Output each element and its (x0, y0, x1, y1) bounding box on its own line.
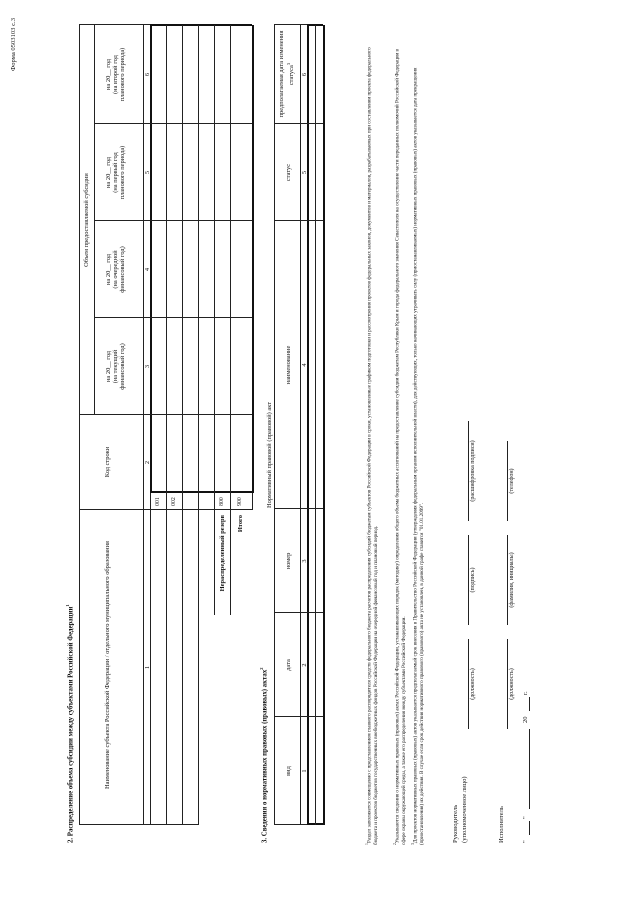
section2-title: 2. Распределение объема субсидии между субъектами Российской Федерации$^1$ (65, 604, 75, 843)
act-header: Нормативный правовой (правовой) акт (266, 401, 273, 509)
executor-label: Исполнитель (498, 806, 505, 843)
column-number: 2 (144, 460, 151, 465)
col-number: номер (285, 552, 292, 570)
row-code: 002 (171, 497, 177, 506)
column-number: 1 (144, 665, 151, 670)
row-code: 001 (155, 497, 161, 506)
col-date: дата (285, 659, 292, 671)
fio-caption: (фамилия, инициалы) (509, 552, 515, 608)
col-type: вид (285, 766, 292, 776)
name-column-header: Наименование субъекта Российской Федерации / отдельного муниципального образования (104, 541, 111, 789)
year-column-header: на 20__ год (на текущий финансовый год) (105, 343, 127, 390)
code-column-header: Код строки (104, 446, 111, 478)
column-number: 1 (301, 769, 308, 773)
column-number: 3 (301, 559, 308, 563)
column-number: 6 (144, 72, 151, 77)
year-prefix: 20 (522, 716, 529, 723)
form-number: Форма 0503103 с.3 (10, 18, 17, 72)
date-quote-open: " (522, 840, 529, 843)
signature-caption: (подпись) (470, 567, 476, 593)
reserve-code: 800 (219, 497, 225, 506)
position-caption: (должность) (470, 668, 476, 700)
footnote-3: $^3$Для проектов нормативных правовых (правовых) актов указывается предполагаемый срок внесения в Правительство Российской Федерации (утверждения федеральным органом исполнительной власти), для действующих, только начинающих утрачивать силу (приостанавливаемых) нормативных правовых (правовых) актов указывается дата прекращения (приостановления) их действия. В случае если срок действия нормативного правового (правового) акта не установлен, в данной графе ставится "01.01.2099". (411, 67, 425, 845)
total-label: Итого (237, 515, 244, 533)
footnote-1: $^1$Раздел заполняется совмещенно с представлением главного распорядителя средств федерального бюджета расчетов распределения субсидий бюджетам субъектов Российской Федерации в сроки, установленные графиком подготовки и рассмотрения проектов федеральных законов, документов и материалов, разрабатываемых при составлении проекта федерального бюджета и проектов бюджетов государственных внебюджетных фондов Российской Федерации на очередной финансовый год и плановый период. (365, 47, 379, 845)
column-number: 2 (301, 663, 308, 667)
col-status: статус (285, 163, 292, 182)
year-column-header: на 20__ год (на очередной финансовый год) (105, 246, 127, 293)
footnote-2: $^2$Указываются сведения о нормативных правовых (правовых) актах Российской Федерации, устанавливающих порядок (методику) определения общего объема бюджетных ассигнований на предоставление субсидии бюджетам Республики Крым и города федерального значения Севастополя на осуществление части переданных полномочий Российской Федерации в сфере охраны окружающей среды, а также его распределения между субъектами Российской Федерации. (393, 49, 407, 845)
column-number: 5 (144, 170, 151, 175)
col-status-change-date: предполагаемая дата изменения статуса$^3$ (278, 30, 296, 118)
exec-position-caption: (должность) (509, 668, 515, 700)
column-number: 4 (301, 363, 308, 367)
column-number: 4 (144, 267, 151, 272)
column-number: 5 (301, 170, 308, 175)
reserve-label: Нераспределенный резерв (219, 515, 226, 592)
column-number: 3 (144, 364, 151, 369)
year-column-header: на 20__ год (на второй год планового периода) (105, 47, 127, 102)
column-number: 6 (301, 72, 308, 77)
year-suffix: г. (522, 691, 529, 695)
volume-column-header: Объем предоставляемой субсидии (83, 173, 90, 267)
phone-caption: (телефон) (509, 468, 515, 494)
date-quote-close: " (522, 816, 529, 819)
col-name: наименование (285, 345, 292, 385)
total-code: 900 (237, 497, 243, 506)
decode-caption: (расшифровка подписи) (470, 440, 476, 502)
head-label: Руководитель (452, 804, 459, 843)
head-sub: (уполномоченное лицо) (461, 776, 468, 843)
section3-title: 3. Сведения о нормативных правовых (правовых) актах$^2$ (259, 667, 269, 843)
year-column-header: на 20__ год (на первый год планового периода) (105, 145, 127, 200)
